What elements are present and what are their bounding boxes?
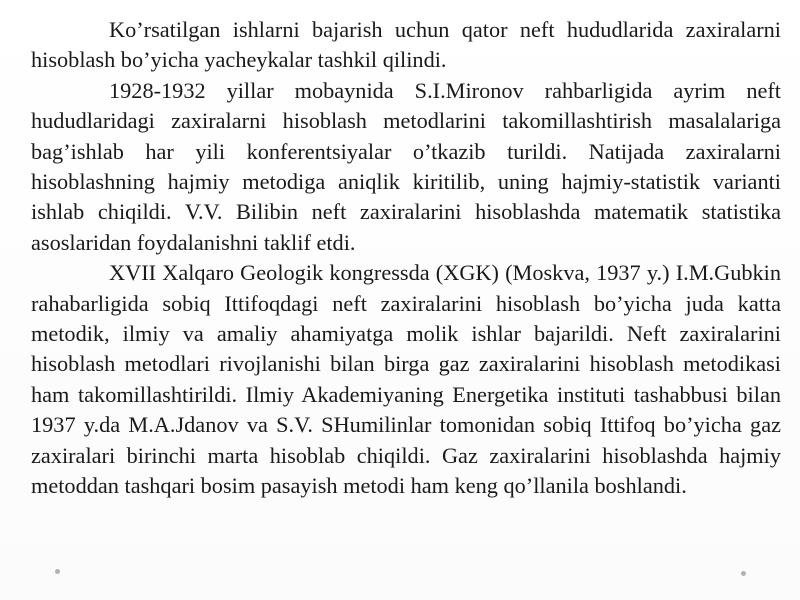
slide-body-text [31,15,781,502]
paragraph-2: 1928-1932 yillar mobaynida S.I.Mironov rahbarligida ayrim neft hududlaridagi zaxiralarni hisoblash metodlarini takomillashtirish masalalariga bag’ishlab har yili konferentsiyalar o’tkazib turildi. Natijada zaxiralarni hisoblashning hajmiy metodiga aniqlik kiritilib, uning hajmiy-statistik varianti ishlab chiqildi. V.V. Bilibin neft zaxiralarini hisoblashda matematik statistika asoslaridan foydalanishni taklif etdi. [31,77,781,255]
decorative-dot-left [55,569,60,574]
paragraph-3: XVII Xalqaro Geologik kongressda (XGK) (Moskva, 1937 y.) I.M.Gubkin rahabarligida sobiq Ittifoqdagi neft zaxiralarini hisoblash bo’yicha juda katta metodik, ilmiy va amaliy ahamiyatga molik ishlar bajarildi. Neft zaxiralarini hisoblash metodlari rivojlanishi bilan birga gaz zaxiralarini hisoblash metodikasi ham takomillashtirildi. Ilmiy Akademiyaning Energetika instituti tashabbusi bilan 1937 y.da M.A.Jdanov va S.V. SHumilinlar tomonidan sobiq Ittifoq bo’yicha gaz zaxiralari birinchi marta hisoblab chiqildi. Gaz zaxiralarini hisoblashda hajmiy metoddan tashqari bosim pasayish metodi ham keng qo’llanila boshlandi. [31,260,781,499]
paragraph-1: Ko’rsatilgan ishlarni bajarish uchun qator neft hududlarida zaxiralarni hisoblash bo’yicha yacheykalar tashkil qilindi. [31,17,781,73]
decorative-dot-right [741,571,746,576]
